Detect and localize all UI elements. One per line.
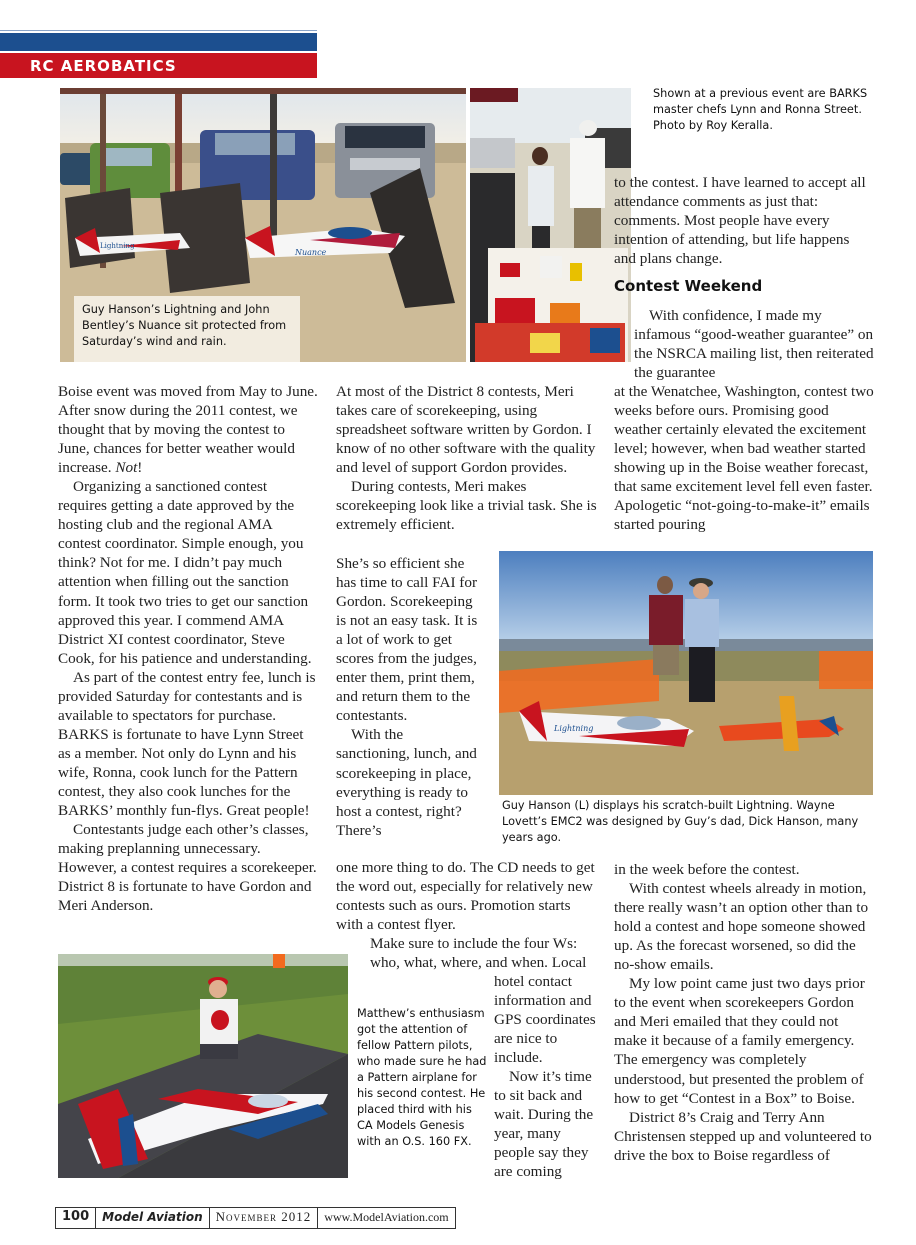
header-thin-line bbox=[0, 30, 317, 31]
col2-paragraph-2a: During contests, Meri makes scorekeeping look like a trivial task. She is extremely efficient. bbox=[336, 478, 597, 534]
section-label: RC AEROBATICS bbox=[30, 57, 177, 75]
col2-paragraph-5: Now it’s time to sit back and wait. During the year, many people say they are coming bbox=[494, 1068, 594, 1181]
col2-paragraph-4a: Make sure to include the four Ws: who, what, where, and when. Local bbox=[370, 935, 587, 972]
photo-barks-chefs bbox=[470, 88, 631, 362]
col1-p1-end: ! bbox=[137, 459, 143, 477]
col3-top bbox=[614, 173, 875, 296]
col3-paragraph-1: to the contest. I have learned to accept all attendance comments as just that: comments. Most people have every intention of attending, but life happens and plans change. bbox=[614, 174, 866, 268]
footer-issue-date: November 2012 bbox=[210, 1208, 319, 1228]
contest-weekend-subhead: Contest Weekend bbox=[614, 277, 763, 296]
footer-page-number: 100 bbox=[56, 1208, 96, 1228]
col3-paragraph-3: With contest wheels already in motion, there really wasn’t an option other than to hold a contest and hope someone showed up. As the forecast worsened, so did the no-show emails. bbox=[614, 880, 869, 974]
col1-paragraph-1 bbox=[58, 382, 318, 477]
col2-indented bbox=[370, 934, 600, 972]
col1-p1-emphasis: Not bbox=[115, 459, 138, 477]
col3-paragraph-4: My low point came just two days prior to the event when scorekeepers Gordon and Meri emailed that they could not make it because of a family emergency. The emergency was completely understood, but presented the problem of how to get “Contest in a Box” to Boise. bbox=[614, 975, 865, 1107]
col2-paragraph-4b: hotel contact information and GPS coordinates are nice to include. bbox=[494, 973, 596, 1067]
col2-paragraph-2b: She’s so efficient she has time to call FAI for Gordon. Scorekeeping is not an easy task. It is a lot of work to get scores from the judges, enter them, print them, and return them to the contestants. bbox=[336, 555, 478, 725]
col1-p1-text: Boise event was moved from May to June. After snow during the 2011 contest, we thought that by moving the contest to June, chances for better weather would increase. bbox=[58, 383, 318, 477]
col2-narrow bbox=[336, 554, 478, 840]
col3-bottom bbox=[614, 860, 875, 1165]
col2-paragraph-3a: With the sanctioning, lunch, and scorekeeping in place, everything is ready to host a contest, right? There’s bbox=[336, 726, 477, 839]
col2-paragraph-3b: one more thing to do. The CD needs to get the word out, especially for relatively new contests such as ours. Promotion starts with a contest flyer. bbox=[336, 859, 595, 934]
footer-magazine-name: Model Aviation bbox=[96, 1208, 210, 1228]
col3-paragraph-2a: With confidence, I made my infamous “good-weather guarantee” on the NSRCA mailing list, then reiterated the guarantee bbox=[634, 307, 874, 382]
col3-paragraph-5: District 8’s Craig and Terry Ann Christensen stepped up and volunteered to drive the box to Boise regardless of bbox=[614, 1108, 872, 1164]
col1 bbox=[58, 382, 318, 915]
page-footer bbox=[55, 1207, 456, 1229]
col2-wrap-bottom bbox=[494, 972, 598, 1182]
col3-paragraph-2c: in the week before the contest. bbox=[614, 861, 800, 878]
photo3-caption: Guy Hanson (L) displays his scratch-built Lightning. Wayne Lovett’s EMC2 was designed by Guy’s dad, Dick Hanson, many years ago. bbox=[502, 799, 859, 844]
col3-wrap-1 bbox=[634, 306, 875, 382]
col2-top bbox=[336, 382, 600, 534]
col1-paragraph-2: Organizing a sanctioned contest requires getting a date approved by the hosting club and the regional AMA contest coordinator. Simple enough, you think? Not for me. I didn’t pay much attention when filling out the sanction form. It took two tries to get our sanction approved this year. I commend AMA District XI contest coordinator, Steve Cook, for his patience and understanding. bbox=[58, 478, 312, 667]
col3-mid bbox=[614, 382, 875, 534]
col1-paragraph-4: Contestants judge each other’s classes, making preplanning unnecessary. However, a contest requires a scorekeeper. District 8 is fortunate to have Gordon and Meri Anderson. bbox=[58, 821, 317, 915]
photo1-caption: Guy Hanson’s Lightning and John Bentley’s Nuance sit protected from Saturday’s wind and rain. bbox=[74, 296, 300, 362]
col3-paragraph-2b: at the Wenatchee, Washington, contest two weeks before ours. Promising good weather certainly elevated the excitement level; however, when bad weather started showing up in the Boise weather forecast, that same excitement level fell even faster. Apologetic “not-going-to-make-it” emails started pouring bbox=[614, 383, 874, 534]
photo-matthew-genesis bbox=[58, 954, 348, 1178]
photo4-caption: Matthew’s enthusiasm got the attention of fellow Pattern pilots, who made sure he had a Pattern airplane for his second contest. He placed third with his CA Models Genesis with an O.S. 160 FX. bbox=[357, 1007, 487, 1148]
photo-guy-hanson-lightning bbox=[499, 551, 873, 795]
footer-website-link[interactable]: www.ModelAviation.com bbox=[324, 1210, 449, 1224]
photo3-lightning-text: Lightning bbox=[554, 724, 594, 733]
col1-paragraph-3: As part of the contest entry fee, lunch is provided Saturday for contestants and is available to spectators for purchase. BARKS is fortunate to have Lynn Street as a member. Not only do Lynn and his wife, Ronna, cook lunch for the Pattern contest, they also cook lunches for the BARKS’ monthly fun-flys. Great people! bbox=[58, 668, 316, 820]
col2-paragraph-1: At most of the District 8 contests, Meri takes care of scorekeeping, using spreadsheet software written by Gordon. I know of no other software with the quality and level of support Gordon provides. bbox=[336, 383, 596, 477]
header-blue-bar bbox=[0, 33, 317, 51]
col2-full bbox=[336, 858, 600, 934]
photo1-lightning-text: Lightning bbox=[100, 242, 135, 250]
photo2-caption: Shown at a previous event are BARKS master chefs Lynn and Ronna Street. Photo by Roy Keralla. bbox=[653, 87, 868, 132]
photo1-nuance-text: Nuance bbox=[295, 248, 327, 257]
